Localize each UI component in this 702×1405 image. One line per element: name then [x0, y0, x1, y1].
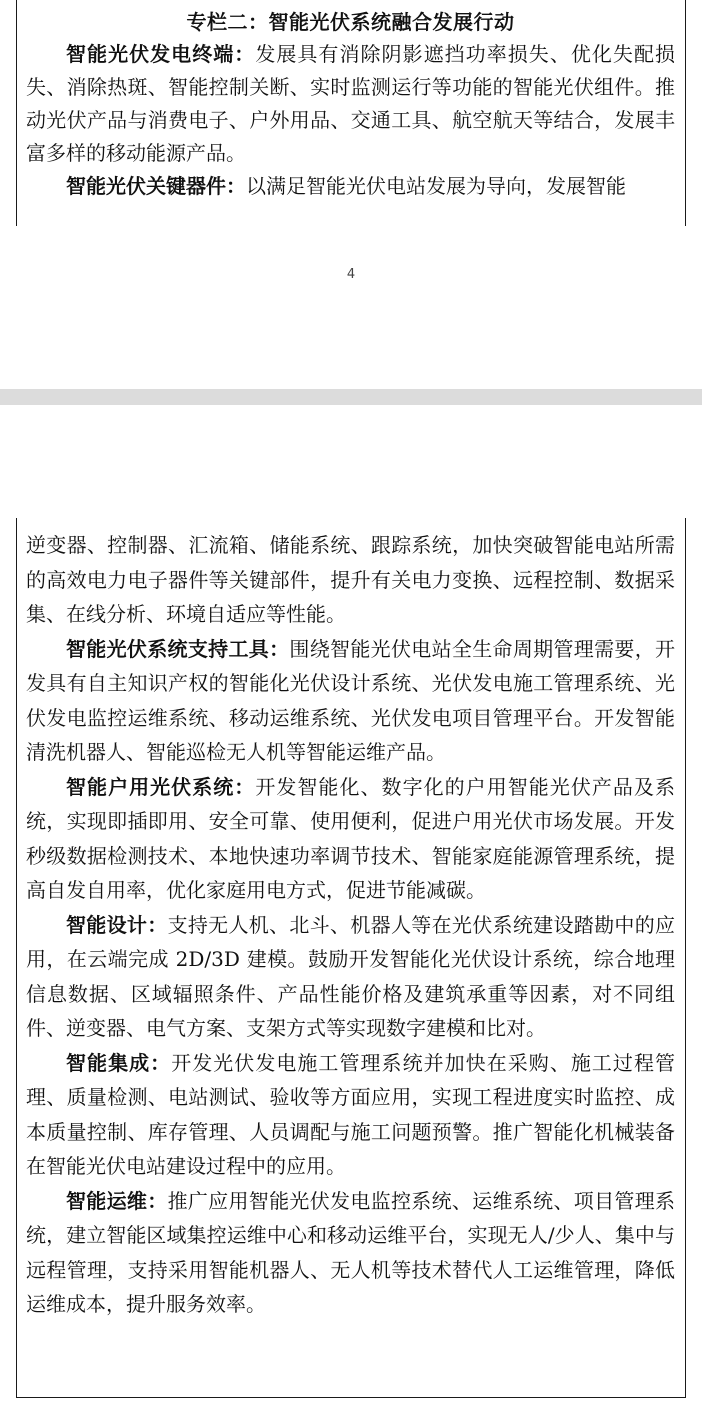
paragraph-text: 支持无人机、北斗、机器人等在光伏系统建设踏勘中的应用，在云端完成 2D/3D 建模。鼓励开发智能化光伏设计系统，综合地理信息数据、区域辐照条件、产品性能价格及建筑承重等因素，对不同组件、逆变器、电气方案、支架方式等实现数字建模和比对。: [26, 912, 676, 1040]
paragraph-text: 发展具有消除阴影遮挡功率损失、优化失配损失、消除热斑、智能控制关断、实时监测运行等功能的智能光伏组件。推动光伏产品与消费电子、户外用品、交通工具、航空航天等结合，发展丰富多样的移动能源产品。: [26, 42, 676, 165]
paragraph-heading: 智能运维：: [66, 1188, 168, 1213]
paragraph-key-devices-continued: 逆变器、控制器、汇流箱、储能系统、跟踪系统，加快突破智能电站所需的高效电力电子器件等关键部件，提升有关电力变换、远程控制、数据采集、在线分析、环境自适应等性能。: [26, 533, 675, 626]
paragraph-text: 开发智能化、数字化的户用智能光伏产品及系统，实现即插即用、安全可靠、使用便利，促进户用光伏市场发展。开发秒级数据检测技术、本地快速功率调节技术、智能家庭能源管理系统，提高自发自用率，优化家庭用电方式，促进节能减碳。: [26, 774, 676, 902]
paragraph-text: 围绕智能光伏电站全生命周期管理需要，开发具有自主知识产权的智能化光伏设计系统、光伏发电施工管理系统、光伏发电监控运维系统、移动运维系统、光伏发电项目管理平台。开发智能清洗机器人、智能巡检无人机等智能运维产品。: [26, 636, 676, 764]
paragraph-heading: 智能光伏关键器件：: [66, 174, 246, 198]
paragraph-text: 开发光伏发电施工管理系统并加快在采购、施工过程管理、质量检测、电站测试、验收等方面应用，实现工程进度实时监控、成本质量控制、库存管理、人员调配与施工问题预警。推广智能化机械装备在智能光伏电站建设过程中的应用。: [26, 1050, 676, 1178]
paragraph-smart-integration: [26, 1046, 675, 1184]
page-gap: [0, 389, 702, 405]
column-box-top: [16, 0, 686, 226]
paragraph-heading: 智能光伏发电终端：: [66, 42, 256, 66]
paragraph-smart-om: [26, 1184, 675, 1322]
paragraph-text: 以满足智能光伏电站发展为导向，发展智能: [246, 174, 626, 198]
paragraph-support-tools: [26, 632, 675, 770]
page-number: 4: [346, 267, 356, 282]
column-box-bottom: [16, 518, 686, 1398]
paragraph-household-pv: [26, 770, 675, 908]
paragraph-heading: 智能设计：: [66, 912, 168, 937]
paragraph-smart-pv-terminal: [26, 38, 675, 170]
paragraph-heading: 智能集成：: [66, 1050, 172, 1075]
paragraph-heading: 智能户用光伏系统：: [66, 774, 256, 799]
paragraph-smart-pv-key-devices: [26, 170, 675, 203]
paragraph-heading: 智能光伏系统支持工具：: [66, 636, 290, 661]
paragraph-text: 推广应用智能光伏发电监控系统、运维系统、项目管理系统，建立智能区域集控运维中心和移动运维平台，实现无人/少人、集中与远程管理，支持采用智能机器人、无人机等技术替代人工运维管理，降低运维成本，提升服务效率。: [26, 1188, 676, 1316]
box-title: 专栏二：智能光伏系统融合发展行动: [186, 10, 515, 34]
paragraph-smart-design: [26, 908, 675, 1046]
